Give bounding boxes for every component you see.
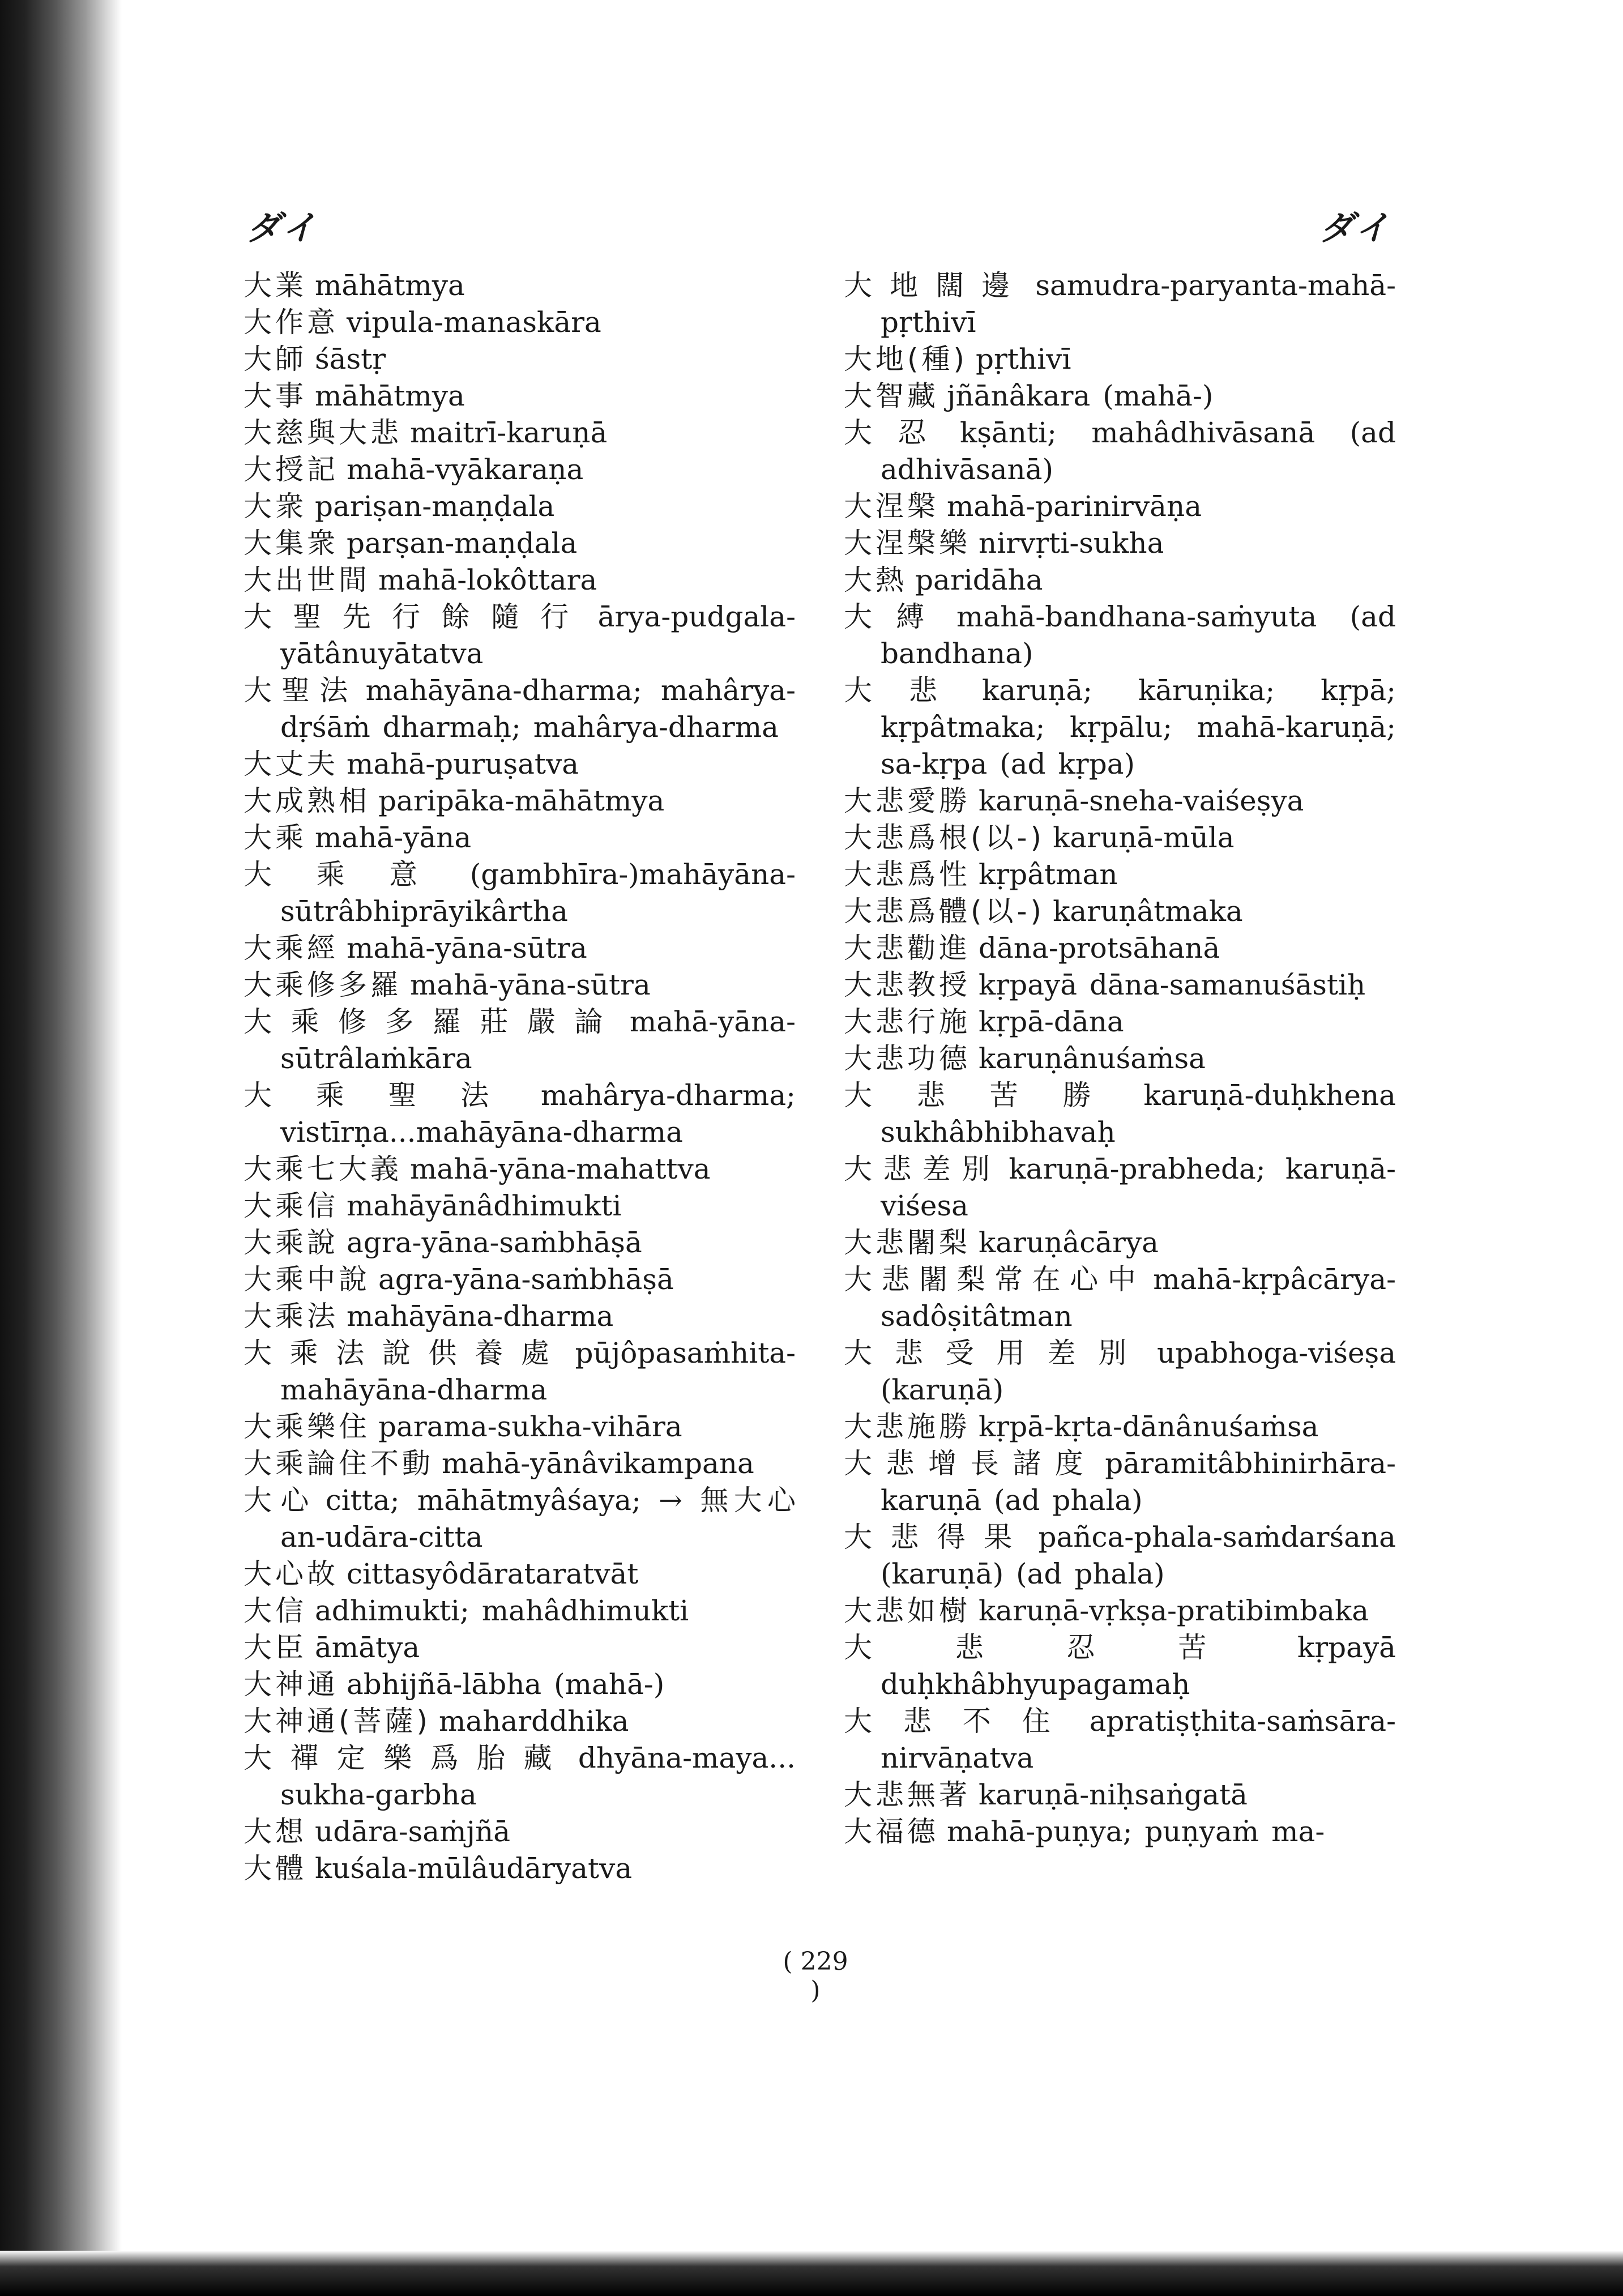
entry-sanskrit: mahā-yāna-mahattva xyxy=(410,1153,711,1185)
dictionary-entry xyxy=(844,1077,1396,1151)
entry-headword: 大出世間 xyxy=(244,564,370,596)
dictionary-entry xyxy=(244,820,796,856)
dictionary-entry xyxy=(844,856,1396,893)
entry-sanskrit: mahā-yāna-sūtra xyxy=(347,932,587,965)
dictionary-entry xyxy=(244,488,796,525)
entry-sanskrit: mahā-yānâvikampana xyxy=(442,1447,754,1480)
entry-sanskrit: kṣānti; mahâdhivāsanā (ad adhivāsanā) xyxy=(881,416,1396,486)
entry-sanskrit: dhyāna-maya... sukha-garbha xyxy=(280,1742,796,1811)
entry-headword: 大悲施勝 xyxy=(844,1410,971,1443)
entry-headword: 大作意 xyxy=(244,306,339,339)
entry-headword: 大乘意 xyxy=(244,858,462,891)
entry-headword: 大禪定樂爲胎藏 xyxy=(244,1742,570,1774)
entry-headword: 大業 xyxy=(244,269,307,302)
entry-headword: 大乘法說供養處 xyxy=(244,1337,567,1369)
entry-headword: 大聖先行餘隨行 xyxy=(244,600,590,633)
dictionary-entry xyxy=(244,1409,796,1445)
entry-headword: 大乘 xyxy=(244,821,307,854)
entry-sanskrit: mahāyāna-dharma xyxy=(347,1300,614,1333)
entry-sanskrit: karuṇânuśaṁsa xyxy=(979,1042,1206,1075)
entry-sanskrit: pañca-phala-saṁdarśana (karuṇā) (ad phala) xyxy=(881,1521,1396,1590)
entry-sanskrit: jñānâkara (mahā-) xyxy=(947,379,1214,412)
entry-sanskrit: karuṇâtmaka xyxy=(1053,895,1243,928)
entry-headword: 大悲教授 xyxy=(844,968,971,1001)
dictionary-entry xyxy=(844,1004,1396,1040)
dictionary-entry xyxy=(244,1151,796,1188)
dictionary-entry xyxy=(244,1298,796,1335)
dictionary-entry xyxy=(844,1629,1396,1703)
entry-headword: 大想 xyxy=(244,1815,307,1848)
entry-sanskrit: kṛpayā dāna-samanuśāstiḥ xyxy=(979,968,1366,1001)
entry-sanskrit: mahā-puruṣatva xyxy=(347,748,579,780)
entry-sanskrit: karuṇâcārya xyxy=(979,1226,1159,1259)
entry-sanskrit: mahā-vyākaraṇa xyxy=(347,453,584,486)
entry-sanskrit: udāra-saṁjñā xyxy=(315,1815,511,1848)
dictionary-entry xyxy=(244,1261,796,1298)
running-head-left: ダイ xyxy=(246,208,318,248)
entry-sanskrit: karuṇā-duḥkhena sukhâbhibhavaḥ xyxy=(881,1079,1396,1149)
dictionary-entry xyxy=(244,930,796,967)
entry-headword: 大悲爲體(以-) xyxy=(844,895,1045,928)
dictionary-entry xyxy=(844,1703,1396,1777)
dictionary-entry xyxy=(244,967,796,1004)
dictionary-entry xyxy=(844,341,1396,378)
dictionary-entry xyxy=(844,1519,1396,1593)
entry-sanskrit: karuṇā; kāruṇika; kṛpā; kṛpâtmaka; kṛpālu; mahā-karuṇā; sa-kṛpa (ad kṛpa) xyxy=(881,674,1396,780)
running-head-right: ダイ xyxy=(1319,208,1391,248)
entry-sanskrit: kṛpā-kṛta-dānânuśaṁsa xyxy=(979,1410,1319,1443)
dictionary-entry xyxy=(844,488,1396,525)
entry-headword: 大神通 xyxy=(244,1668,339,1701)
dictionary-entry xyxy=(844,378,1396,415)
entry-sanskrit: parama-sukha-vihāra xyxy=(378,1410,682,1443)
dictionary-entry xyxy=(244,1556,796,1593)
entry-headword: 大集衆 xyxy=(244,527,339,560)
entry-headword: 大授記 xyxy=(244,453,339,486)
entry-headword: 大悲愛勝 xyxy=(844,784,971,817)
dictionary-entry xyxy=(844,1335,1396,1409)
dictionary-entry xyxy=(244,415,796,451)
entry-sanskrit: mahā-yāna-sūtra xyxy=(410,968,651,1001)
entry-headword: 大衆 xyxy=(244,490,307,523)
entry-headword: 大乘法 xyxy=(244,1300,339,1333)
entry-sanskrit: āmātya xyxy=(315,1631,420,1664)
entry-sanskrit: parṣan-maṇḍala xyxy=(347,527,578,560)
dictionary-entry xyxy=(844,1151,1396,1224)
entry-sanskrit: pūjôpasaṁhita-mahāyāna-dharma xyxy=(280,1337,796,1406)
entry-headword: 大熱 xyxy=(844,564,907,596)
dictionary-entry xyxy=(244,1445,796,1482)
entry-sanskrit: karuṇā-niḥsaṅgatā xyxy=(979,1778,1248,1811)
entry-headword: 大悲忍苦 xyxy=(844,1631,1289,1664)
entry-sanskrit: māhātmya xyxy=(315,269,465,302)
dictionary-entry xyxy=(244,1629,796,1666)
dictionary-entry xyxy=(244,451,796,488)
entry-sanskrit: mahârya-dharma; vistīrṇa...mahāyāna-dharma xyxy=(280,1079,796,1149)
entry-sanskrit: mahā-kṛpâcārya-sadôṣitâtman xyxy=(881,1263,1396,1333)
entry-headword: 大悲差別 xyxy=(844,1153,1001,1185)
dictionary-entry xyxy=(244,1666,796,1703)
dictionary-entry xyxy=(244,672,796,746)
entry-sanskrit: mahāyānâdhimukti xyxy=(347,1189,622,1222)
dictionary-entry xyxy=(244,783,796,820)
dictionary-entry xyxy=(844,1040,1396,1077)
entry-sanskrit: śāstṛ xyxy=(315,343,386,375)
entry-sanskrit: cittasyôdārataratvāt xyxy=(347,1557,639,1590)
entry-headword: 大臣 xyxy=(244,1631,307,1664)
dictionary-entry xyxy=(244,599,796,672)
dictionary-entry xyxy=(244,1850,796,1887)
entry-sanskrit: mahāyāna-dharma; mahârya-dṛśāṁ dharmaḥ; mahârya-dharma xyxy=(280,674,796,744)
entry-headword: 大事 xyxy=(244,379,307,412)
entry-headword: 大乘信 xyxy=(244,1189,339,1222)
dictionary-entry xyxy=(244,1077,796,1151)
entry-sanskrit: karuṇā-vṛkṣa-pratibimbaka xyxy=(979,1594,1369,1627)
entry-sanskrit: dāna-protsāhanā xyxy=(979,932,1220,965)
dictionary-entry xyxy=(244,525,796,562)
entry-sanskrit: mahā-yāna-sūtrâlaṁkāra xyxy=(280,1005,796,1075)
dictionary-entry xyxy=(844,267,1396,341)
entry-headword: 大涅槃 xyxy=(844,490,939,523)
entry-headword: 大乘經 xyxy=(244,932,339,965)
entry-headword: 大智藏 xyxy=(844,379,939,412)
entry-headword: 大信 xyxy=(244,1594,307,1627)
entry-headword: 大悲 xyxy=(844,674,974,707)
entry-sanskrit: maharddhika xyxy=(439,1705,629,1738)
entry-headword: 大悲受用差別 xyxy=(844,1337,1149,1369)
dictionary-entry xyxy=(244,1224,796,1261)
entry-headword: 大心 xyxy=(244,1484,318,1517)
entry-headword: 大心故 xyxy=(244,1557,339,1590)
dictionary-entry xyxy=(844,820,1396,856)
entry-sanskrit: samudra-paryanta-mahā-pṛthivī xyxy=(881,269,1396,339)
entry-sanskrit: māhātmya xyxy=(315,379,465,412)
entry-headword: 大悲得果 xyxy=(844,1521,1031,1554)
dictionary-entry xyxy=(844,1813,1396,1850)
entry-sanskrit: pariṣan-maṇḍala xyxy=(315,490,555,523)
entry-headword: 大忍 xyxy=(844,416,953,449)
entry-sanskrit: kṛpâtman xyxy=(979,858,1118,891)
entry-headword: 大成熟相 xyxy=(244,784,370,817)
dictionary-entry xyxy=(844,1777,1396,1813)
dictionary-entry xyxy=(844,415,1396,488)
dictionary-entry xyxy=(244,267,796,304)
entry-sanskrit: maitrī-karuṇā xyxy=(410,416,608,449)
book-spine-shadow xyxy=(0,0,122,2254)
entry-headword: 大悲勸進 xyxy=(844,932,971,965)
dictionary-entry xyxy=(244,378,796,415)
entry-sanskrit: kuśala-mūlâudāryatva xyxy=(315,1852,633,1885)
dictionary-entry xyxy=(844,967,1396,1004)
entry-headword: 大悲如樹 xyxy=(844,1594,971,1627)
dictionary-entry xyxy=(844,599,1396,672)
entry-headword: 大慈與大悲 xyxy=(244,416,402,449)
entry-sanskrit: pāramitâbhinirhāra-karuṇā (ad phala) xyxy=(881,1447,1396,1517)
entry-headword: 大地(種) xyxy=(844,343,968,375)
entry-headword: 大乘聖法 xyxy=(244,1079,533,1112)
dictionary-entry xyxy=(844,672,1396,783)
left-column xyxy=(244,267,796,1887)
dictionary-entry xyxy=(244,304,796,341)
entry-headword: 大地闊邊 xyxy=(844,269,1028,302)
entry-headword: 大悲闍梨常在心中 xyxy=(844,1263,1146,1296)
dictionary-entry xyxy=(244,1813,796,1850)
entry-sanskrit: pṛthivī xyxy=(976,343,1071,375)
right-column xyxy=(844,267,1396,1850)
entry-headword: 大乘修多羅 xyxy=(244,968,402,1001)
entry-sanskrit: adhimukti; mahâdhimukti xyxy=(315,1594,689,1627)
page-number: ( 229 ) xyxy=(783,1947,848,2005)
dictionary-entry xyxy=(844,1224,1396,1261)
dictionary-entry xyxy=(244,562,796,599)
dictionary-entry xyxy=(844,562,1396,599)
entry-headword: 大聖法 xyxy=(244,674,358,707)
entry-sanskrit: paridāha xyxy=(915,564,1043,596)
entry-sanskrit: kṛpā-dāna xyxy=(979,1005,1124,1038)
entry-sanskrit: mahā-puṇya; puṇyaṁ ma- xyxy=(947,1815,1325,1848)
dictionary-entry xyxy=(244,1188,796,1224)
entry-sanskrit: abhijñā-lābha (mahā-) xyxy=(347,1668,665,1701)
entry-headword: 大悲行施 xyxy=(844,1005,971,1038)
entry-headword: 大涅槃樂 xyxy=(844,527,971,560)
dictionary-entry xyxy=(844,1261,1396,1335)
entry-headword: 大悲爲根(以-) xyxy=(844,821,1045,854)
entry-headword: 大悲無著 xyxy=(844,1778,971,1811)
entry-sanskrit: kṛpayā duḥkhâbhyupagamaḥ xyxy=(881,1631,1396,1701)
entry-sanskrit: mahā-lokôttara xyxy=(378,564,597,596)
dictionary-entry xyxy=(244,1740,796,1813)
entry-sanskrit: karuṇā-mūla xyxy=(1053,821,1235,854)
entry-sanskrit: mahā-yāna xyxy=(315,821,472,854)
scan-bottom-edge xyxy=(0,2251,1623,2296)
entry-sanskrit: mahā-parinirvāṇa xyxy=(947,490,1202,523)
entry-headword: 大福德 xyxy=(844,1815,939,1848)
dictionary-entry xyxy=(244,1004,796,1077)
dictionary-entry xyxy=(244,1593,796,1629)
entry-sanskrit: agra-yāna-saṁbhāṣā xyxy=(378,1263,674,1296)
entry-headword: 大體 xyxy=(244,1852,307,1885)
entry-headword: 大悲功德 xyxy=(844,1042,971,1075)
entry-sanskrit: paripāka-māhātmya xyxy=(378,784,665,817)
entry-sanskrit: (gambhīra-)mahāyāna-sūtrâbhiprāyikârtha xyxy=(280,858,796,928)
entry-sanskrit: ārya-pudgala-yātânuyātatva xyxy=(280,600,796,670)
dictionary-entry xyxy=(844,1409,1396,1445)
entry-headword: 大悲闍梨 xyxy=(844,1226,971,1259)
entry-headword: 大縛 xyxy=(844,600,949,633)
entry-headword: 大神通(菩薩) xyxy=(244,1705,432,1738)
entry-headword: 大乘中說 xyxy=(244,1263,370,1296)
dictionary-entry xyxy=(244,1335,796,1409)
dictionary-entry xyxy=(244,341,796,378)
dictionary-entry xyxy=(244,1482,796,1556)
entry-headword: 大乘七大義 xyxy=(244,1153,402,1185)
entry-sanskrit: apratiṣṭhita-saṁsāra-nirvāṇatva xyxy=(881,1705,1396,1774)
entry-sanskrit: karuṇā-prabheda; karuṇā-viśesa xyxy=(881,1153,1396,1222)
entry-headword: 大乘論住不動 xyxy=(244,1447,434,1480)
dictionary-entry xyxy=(244,856,796,930)
dictionary-entry xyxy=(244,1703,796,1740)
entry-headword: 大悲不住 xyxy=(844,1705,1082,1738)
entry-headword: 大悲苦勝 xyxy=(844,1079,1136,1112)
entry-sanskrit: upabhoga-viśeṣa (karuṇā) xyxy=(881,1337,1396,1406)
entry-headword: 大悲爲性 xyxy=(844,858,971,891)
entry-headword: 大乘樂住 xyxy=(244,1410,370,1443)
dictionary-entry xyxy=(844,893,1396,930)
dictionary-entry xyxy=(844,525,1396,562)
dictionary-entry xyxy=(844,930,1396,967)
entry-sanskrit: karuṇā-sneha-vaiśeṣya xyxy=(979,784,1304,817)
entry-headword: 大乘說 xyxy=(244,1226,339,1259)
dictionary-entry xyxy=(844,1445,1396,1519)
entry-sanskrit: citta; māhātmyâśaya; → 無大心 an-udāra-citta xyxy=(280,1484,796,1554)
entry-headword: 大乘修多羅莊嚴論 xyxy=(244,1005,622,1038)
entry-sanskrit: mahā-bandhana-saṁyuta (ad bandhana) xyxy=(881,600,1396,670)
dictionary-entry xyxy=(844,1593,1396,1629)
entry-headword: 大師 xyxy=(244,343,307,375)
dictionary-entry xyxy=(844,783,1396,820)
entry-headword: 大丈夫 xyxy=(244,748,339,780)
dictionary-entry xyxy=(244,746,796,783)
entry-headword: 大悲增長諸度 xyxy=(844,1447,1097,1480)
entry-sanskrit: agra-yāna-saṁbhāṣā xyxy=(347,1226,642,1259)
entry-sanskrit: nirvṛti-sukha xyxy=(979,527,1164,560)
entry-sanskrit: vipula-manaskāra xyxy=(347,306,601,339)
